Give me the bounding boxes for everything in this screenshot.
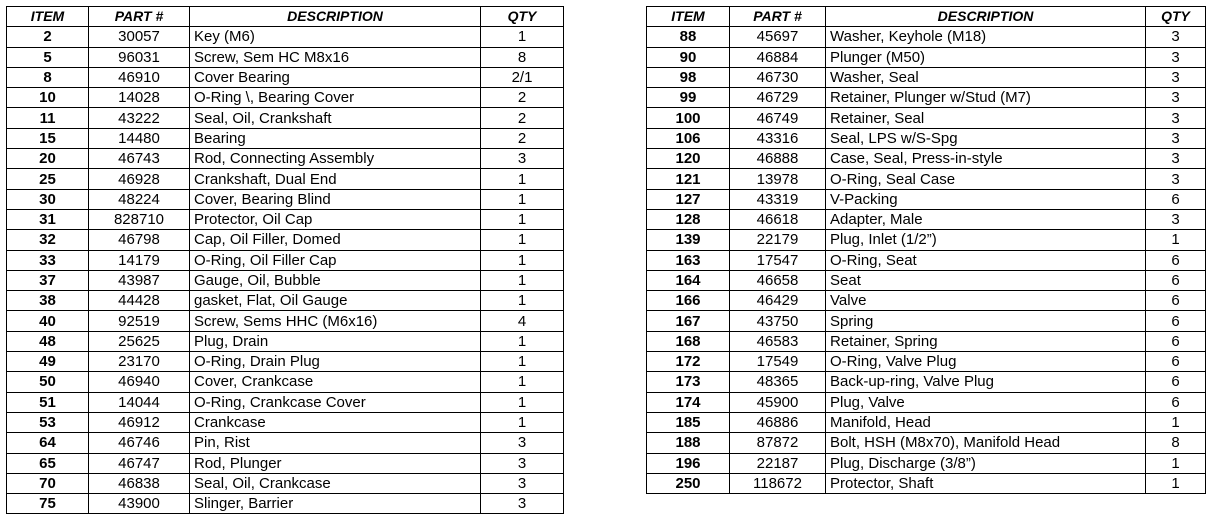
description-cell: Plunger (M50) (826, 47, 1146, 67)
part-number-cell: 22179 (730, 230, 826, 250)
description-cell: Bearing (190, 128, 481, 148)
description-cell: Spring (826, 311, 1146, 331)
table-row (7, 494, 564, 514)
item-cell: 139 (647, 230, 730, 250)
item-cell: 185 (647, 412, 730, 432)
description-cell: Crankshaft, Dual End (190, 169, 481, 189)
item-cell: 33 (7, 250, 89, 270)
table-row (7, 108, 564, 128)
table-row (647, 331, 1206, 351)
part-number-cell: 46749 (730, 108, 826, 128)
qty-cell: 1 (481, 209, 564, 229)
qty-cell: 1 (1146, 453, 1206, 473)
part-number-cell: 46838 (89, 473, 190, 493)
table-row (7, 291, 564, 311)
description-cell: O-Ring, Valve Plug (826, 352, 1146, 372)
qty-cell: 1 (481, 331, 564, 351)
description-cell: O-Ring \, Bearing Cover (190, 88, 481, 108)
qty-cell: 4 (481, 311, 564, 331)
table-row (7, 230, 564, 250)
part-number-cell: 46618 (730, 209, 826, 229)
table-row (7, 209, 564, 229)
part-number-cell: 14480 (89, 128, 190, 148)
table-row (7, 433, 564, 453)
table-row (647, 189, 1206, 209)
part-number-cell: 96031 (89, 47, 190, 67)
description-cell: Plug, Drain (190, 331, 481, 351)
description-cell: V-Packing (826, 189, 1146, 209)
part-number-cell: 46910 (89, 67, 190, 87)
item-cell: 173 (647, 372, 730, 392)
qty-header: QTY (481, 7, 564, 27)
table-row (647, 291, 1206, 311)
item-cell: 121 (647, 169, 730, 189)
item-cell: 196 (647, 453, 730, 473)
item-cell: 127 (647, 189, 730, 209)
description-cell: Seat (826, 270, 1146, 290)
description-cell: Retainer, Spring (826, 331, 1146, 351)
description-cell: Washer, Seal (826, 67, 1146, 87)
parts-table-left-body (7, 27, 564, 514)
item-cell: 20 (7, 149, 89, 169)
item-cell: 172 (647, 352, 730, 372)
description-cell: Seal, Oil, Crankshaft (190, 108, 481, 128)
description-cell: O-Ring, Seat (826, 250, 1146, 270)
table-row (7, 169, 564, 189)
part-number-cell: 46743 (89, 149, 190, 169)
table-row (7, 392, 564, 412)
description-cell: Plug, Inlet (1/2”) (826, 230, 1146, 250)
item-cell: 168 (647, 331, 730, 351)
table-row (7, 270, 564, 290)
part-number-cell: 22187 (730, 453, 826, 473)
part-number-cell: 46886 (730, 412, 826, 432)
qty-cell: 6 (1146, 291, 1206, 311)
item-cell: 53 (7, 412, 89, 432)
description-cell: O-Ring, Drain Plug (190, 352, 481, 372)
description-cell: Retainer, Plunger w/Stud (M7) (826, 88, 1146, 108)
table-row (647, 250, 1206, 270)
item-cell: 70 (7, 473, 89, 493)
qty-cell: 1 (481, 291, 564, 311)
description-cell: Cover, Crankcase (190, 372, 481, 392)
part-number-cell: 17549 (730, 352, 826, 372)
table-row (647, 433, 1206, 453)
qty-cell: 2 (481, 128, 564, 148)
table-row (647, 453, 1206, 473)
part-number-cell: 23170 (89, 352, 190, 372)
part-number-cell: 87872 (730, 433, 826, 453)
item-cell: 163 (647, 250, 730, 270)
qty-cell: 3 (1146, 67, 1206, 87)
qty-cell: 3 (481, 453, 564, 473)
description-cell: Seal, LPS w/S-Spg (826, 128, 1146, 148)
description-header: DESCRIPTION (826, 7, 1146, 27)
description-cell: Adapter, Male (826, 209, 1146, 229)
qty-cell: 3 (481, 149, 564, 169)
description-cell: Manifold, Head (826, 412, 1146, 432)
item-cell: 174 (647, 392, 730, 412)
qty-cell: 2 (481, 88, 564, 108)
description-cell: Gauge, Oil, Bubble (190, 270, 481, 290)
description-cell: Plug, Valve (826, 392, 1146, 412)
table-row (7, 412, 564, 432)
item-cell: 98 (647, 67, 730, 87)
part-number-cell: 30057 (89, 27, 190, 47)
description-cell: Crankcase (190, 412, 481, 432)
description-cell: Cap, Oil Filler, Domed (190, 230, 481, 250)
part-number-cell: 43222 (89, 108, 190, 128)
part-number-cell: 46730 (730, 67, 826, 87)
qty-cell: 3 (481, 433, 564, 453)
part-number-cell: 45697 (730, 27, 826, 47)
description-cell: gasket, Flat, Oil Gauge (190, 291, 481, 311)
part-number-cell: 43316 (730, 128, 826, 148)
item-cell: 166 (647, 291, 730, 311)
item-cell: 106 (647, 128, 730, 148)
qty-cell: 1 (481, 230, 564, 250)
parts-table-left (6, 6, 564, 514)
description-cell: Slinger, Barrier (190, 494, 481, 514)
description-cell: Washer, Keyhole (M18) (826, 27, 1146, 47)
item-cell: 88 (647, 27, 730, 47)
qty-cell: 6 (1146, 311, 1206, 331)
qty-cell: 3 (1146, 209, 1206, 229)
table-row (647, 352, 1206, 372)
table-row (647, 412, 1206, 432)
table-row (647, 392, 1206, 412)
qty-cell: 1 (481, 189, 564, 209)
part-number-cell: 46912 (89, 412, 190, 432)
table-row (647, 209, 1206, 229)
item-cell: 8 (7, 67, 89, 87)
item-cell: 164 (647, 270, 730, 290)
qty-cell: 8 (1146, 433, 1206, 453)
part-number-cell: 46583 (730, 331, 826, 351)
qty-cell: 1 (1146, 230, 1206, 250)
qty-cell: 1 (481, 250, 564, 270)
item-cell: 50 (7, 372, 89, 392)
qty-cell: 3 (1146, 169, 1206, 189)
item-cell: 5 (7, 47, 89, 67)
description-header: DESCRIPTION (190, 7, 481, 27)
item-cell: 30 (7, 189, 89, 209)
description-cell: Rod, Connecting Assembly (190, 149, 481, 169)
part-number-cell: 14044 (89, 392, 190, 412)
part-number-cell: 45900 (730, 392, 826, 412)
part-number-cell: 46884 (730, 47, 826, 67)
description-cell: O-Ring, Oil Filler Cap (190, 250, 481, 270)
description-cell: Rod, Plunger (190, 453, 481, 473)
description-cell: Valve (826, 291, 1146, 311)
item-cell: 100 (647, 108, 730, 128)
item-cell: 32 (7, 230, 89, 250)
qty-cell: 1 (481, 392, 564, 412)
qty-cell: 3 (481, 473, 564, 493)
qty-cell: 6 (1146, 392, 1206, 412)
description-cell: Key (M6) (190, 27, 481, 47)
part-number-cell: 46729 (730, 88, 826, 108)
item-cell: 31 (7, 209, 89, 229)
item-header: ITEM (7, 7, 89, 27)
description-cell: Plug, Discharge (3/8”) (826, 453, 1146, 473)
qty-cell: 1 (481, 412, 564, 432)
item-cell: 48 (7, 331, 89, 351)
table-row (647, 230, 1206, 250)
description-cell: Cover, Bearing Blind (190, 189, 481, 209)
part-number-cell: 43987 (89, 270, 190, 290)
parts-table-right-body (647, 27, 1206, 494)
description-cell: Back-up-ring, Valve Plug (826, 372, 1146, 392)
table-row (647, 128, 1206, 148)
table-row (7, 67, 564, 87)
qty-cell: 1 (1146, 473, 1206, 493)
table-row (7, 189, 564, 209)
table-row (647, 149, 1206, 169)
part-number-cell: 46746 (89, 433, 190, 453)
qty-cell: 1 (481, 352, 564, 372)
description-cell: Screw, Sems HHC (M6x16) (190, 311, 481, 331)
part-number-cell: 43900 (89, 494, 190, 514)
table-row (7, 311, 564, 331)
table-row (647, 372, 1206, 392)
qty-cell: 2 (481, 108, 564, 128)
item-cell: 51 (7, 392, 89, 412)
description-cell: Protector, Shaft (826, 473, 1146, 493)
qty-cell: 6 (1146, 250, 1206, 270)
table-row (647, 67, 1206, 87)
table-row (7, 352, 564, 372)
item-cell: 40 (7, 311, 89, 331)
table-row (7, 331, 564, 351)
part-number-cell: 46429 (730, 291, 826, 311)
table-row (647, 270, 1206, 290)
qty-cell: 1 (481, 169, 564, 189)
item-cell: 65 (7, 453, 89, 473)
part-number-cell: 46798 (89, 230, 190, 250)
qty-cell: 1 (481, 27, 564, 47)
table-row (647, 88, 1206, 108)
part-number-cell: 92519 (89, 311, 190, 331)
qty-cell: 3 (481, 494, 564, 514)
table-row (7, 88, 564, 108)
table-row (7, 149, 564, 169)
table-row (7, 128, 564, 148)
table-row (7, 27, 564, 47)
part-number-cell: 46940 (89, 372, 190, 392)
qty-cell: 3 (1146, 108, 1206, 128)
description-cell: O-Ring, Crankcase Cover (190, 392, 481, 412)
header-row (647, 7, 1206, 27)
part-number-header: PART # (89, 7, 190, 27)
part-number-cell: 46928 (89, 169, 190, 189)
part-number-cell: 43319 (730, 189, 826, 209)
item-header: ITEM (647, 7, 730, 27)
part-number-cell: 118672 (730, 473, 826, 493)
item-cell: 128 (647, 209, 730, 229)
qty-cell: 2/1 (481, 67, 564, 87)
item-cell: 15 (7, 128, 89, 148)
part-number-cell: 46658 (730, 270, 826, 290)
item-cell: 64 (7, 433, 89, 453)
part-number-cell: 25625 (89, 331, 190, 351)
item-cell: 250 (647, 473, 730, 493)
description-cell: Protector, Oil Cap (190, 209, 481, 229)
header-row (7, 7, 564, 27)
part-number-cell: 13978 (730, 169, 826, 189)
qty-cell: 1 (481, 372, 564, 392)
item-cell: 167 (647, 311, 730, 331)
table-row (7, 47, 564, 67)
description-cell: Case, Seal, Press-in-style (826, 149, 1146, 169)
qty-cell: 6 (1146, 270, 1206, 290)
table-row (647, 311, 1206, 331)
part-number-cell: 14179 (89, 250, 190, 270)
table-row (7, 473, 564, 493)
table-row (7, 372, 564, 392)
item-cell: 2 (7, 27, 89, 47)
qty-cell: 3 (1146, 88, 1206, 108)
part-number-cell: 48365 (730, 372, 826, 392)
qty-cell: 3 (1146, 149, 1206, 169)
part-number-cell: 43750 (730, 311, 826, 331)
item-cell: 49 (7, 352, 89, 372)
table-row (647, 169, 1206, 189)
table-row (7, 453, 564, 473)
table-row (647, 47, 1206, 67)
item-cell: 37 (7, 270, 89, 290)
part-number-cell: 828710 (89, 209, 190, 229)
item-cell: 99 (647, 88, 730, 108)
qty-cell: 3 (1146, 128, 1206, 148)
description-cell: Seal, Oil, Crankcase (190, 473, 481, 493)
description-cell: Cover Bearing (190, 67, 481, 87)
part-number-cell: 46888 (730, 149, 826, 169)
part-number-cell: 17547 (730, 250, 826, 270)
qty-cell: 3 (1146, 47, 1206, 67)
qty-cell: 6 (1146, 352, 1206, 372)
parts-table-right (646, 6, 1206, 494)
description-cell: Pin, Rist (190, 433, 481, 453)
table-row (647, 27, 1206, 47)
item-cell: 75 (7, 494, 89, 514)
part-number-cell: 48224 (89, 189, 190, 209)
qty-cell: 3 (1146, 27, 1206, 47)
part-number-cell: 14028 (89, 88, 190, 108)
table-row (647, 473, 1206, 493)
description-cell: Screw, Sem HC M8x16 (190, 47, 481, 67)
qty-cell: 6 (1146, 372, 1206, 392)
item-cell: 38 (7, 291, 89, 311)
qty-cell: 1 (481, 270, 564, 290)
description-cell: Retainer, Seal (826, 108, 1146, 128)
qty-cell: 1 (1146, 412, 1206, 432)
part-number-cell: 44428 (89, 291, 190, 311)
qty-header: QTY (1146, 7, 1206, 27)
description-cell: Bolt, HSH (M8x70), Manifold Head (826, 433, 1146, 453)
table-row (647, 108, 1206, 128)
qty-cell: 6 (1146, 331, 1206, 351)
item-cell: 11 (7, 108, 89, 128)
item-cell: 25 (7, 169, 89, 189)
part-number-cell: 46747 (89, 453, 190, 473)
item-cell: 120 (647, 149, 730, 169)
item-cell: 188 (647, 433, 730, 453)
table-row (7, 250, 564, 270)
qty-cell: 8 (481, 47, 564, 67)
item-cell: 90 (647, 47, 730, 67)
description-cell: O-Ring, Seal Case (826, 169, 1146, 189)
part-number-header: PART # (730, 7, 826, 27)
qty-cell: 6 (1146, 189, 1206, 209)
item-cell: 10 (7, 88, 89, 108)
